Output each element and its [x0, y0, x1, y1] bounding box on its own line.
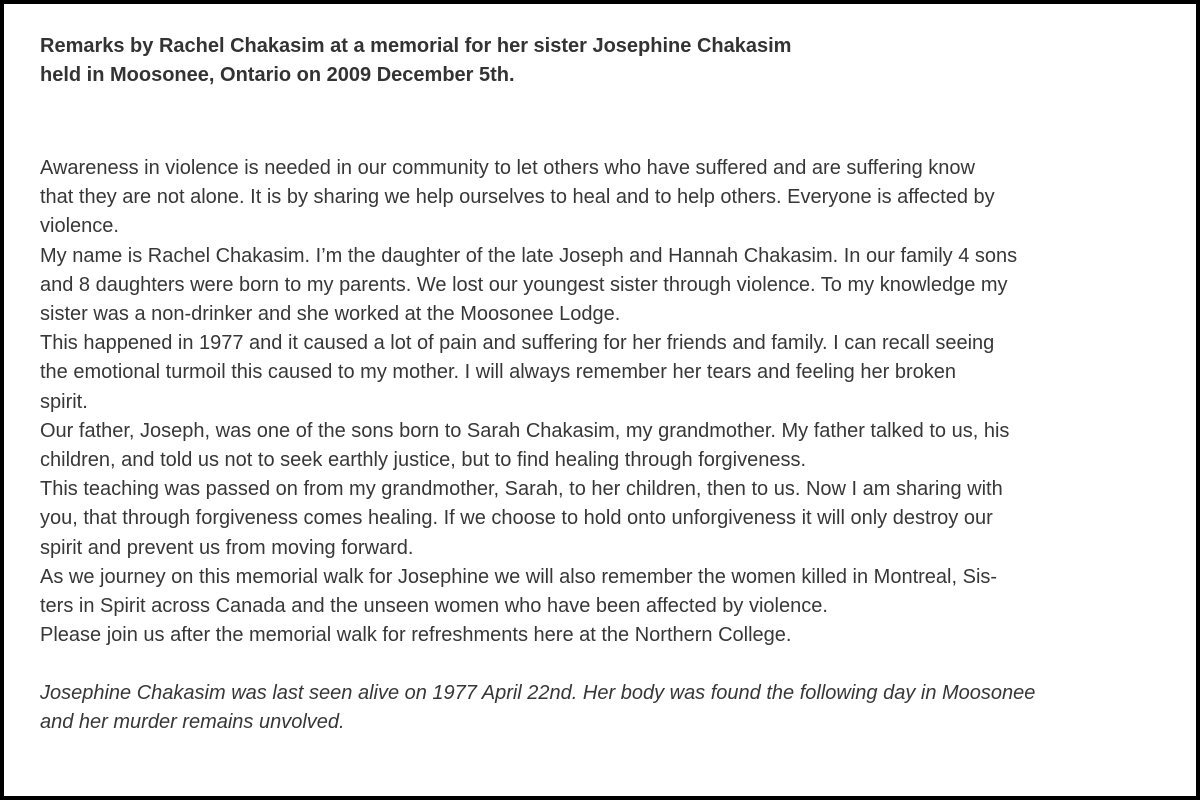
paragraph-1977-event: [40, 329, 1160, 417]
document-content: [4, 4, 1196, 737]
text-line: Please join us after the memorial walk for refreshments here at the Northern College.: [40, 624, 792, 647]
text-line: spirit and prevent us from moving forward.: [40, 536, 414, 559]
text-line: children, and told us not to seek earthly justice, but to find healing through forgiveness.: [40, 449, 807, 472]
text-line: and 8 daughters were born to my parents. We lost our youngest sister through violence. To my knowledge my: [40, 273, 1008, 296]
paragraph-father-teaching: [40, 417, 1160, 475]
text-line: This happened in 1977 and it caused a lot of pain and suffering for her friends and family. I can recall seeing: [40, 332, 995, 355]
text-line: violence.: [40, 215, 119, 238]
text-line: Our father, Joseph, was one of the sons born to Sarah Chakasim, my grandmother. My father talked to us, his: [40, 419, 1010, 442]
paragraph-awareness: [40, 154, 1160, 242]
text-line: As we journey on this memorial walk for Josephine we will also remember the women killed in Montreal, Sis-: [40, 565, 998, 588]
paragraph-refreshments: [40, 621, 1160, 650]
text-line: you, that through forgiveness comes healing. If we choose to hold onto unforgiveness it will only destroy our: [40, 507, 993, 530]
text-line: that they are not alone. It is by sharing we help ourselves to heal and to help others. Everyone is affected by: [40, 186, 995, 209]
text-line: sister was a non-drinker and she worked at the Moosonee Lodge.: [40, 303, 621, 326]
text-line: Awareness in violence is needed in our community to let others who have suffered and are suffering know: [40, 157, 975, 179]
footnote-line: and her murder remains unvolved.: [40, 711, 345, 734]
footnote-line: Josephine Chakasim was last seen alive on 1977 April 22nd. Her body was found the following day in Moosonee: [40, 682, 1036, 705]
text-line: This teaching was passed on from my grandmother, Sarah, to her children, then to us. Now I am sharing with: [40, 478, 1003, 501]
title-line: Remarks by Rachel Chakasim at a memorial for her sister Josephine Chakasim: [40, 35, 792, 57]
text-line: spirit.: [40, 390, 88, 413]
document-title: [40, 32, 1160, 90]
paragraph-family-intro: [40, 242, 1160, 330]
paragraph-forgiveness: [40, 475, 1160, 563]
text-line: the emotional turmoil this caused to my mother. I will always remember her tears and feeling her broken: [40, 361, 956, 384]
text-line: ters in Spirit across Canada and the unseen women who have been affected by violence.: [40, 595, 828, 618]
text-line: My name is Rachel Chakasim. I’m the daughter of the late Joseph and Hannah Chakasim. In our family 4 sons: [40, 244, 1018, 267]
footnote: [40, 679, 1160, 737]
paragraph-memorial-walk: [40, 563, 1160, 621]
title-line: held in Moosonee, Ontario on 2009 December 5th.: [40, 64, 515, 86]
speech-body: [40, 154, 1160, 650]
